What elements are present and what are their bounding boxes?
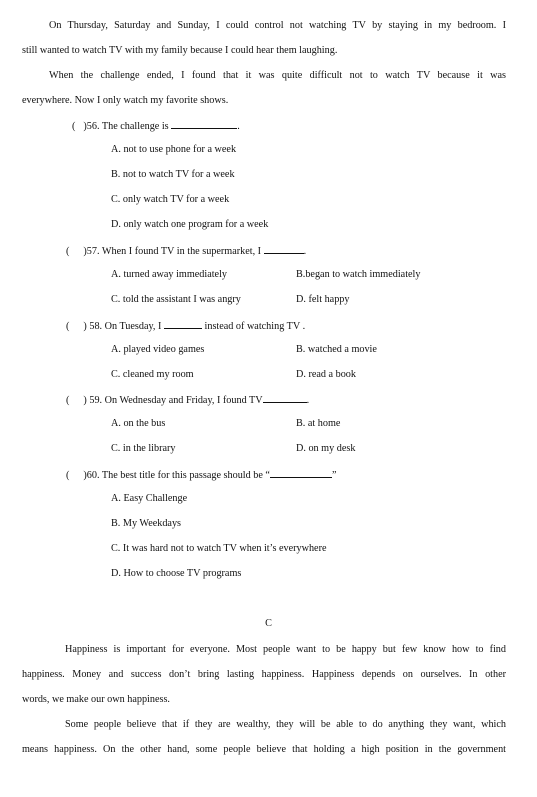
option-a: A. turned away immediately [111, 269, 227, 280]
option-d: D. read a book [296, 369, 356, 380]
answer-blank [171, 119, 237, 129]
answer-paren: ( [66, 246, 70, 257]
option-a: A. not to use phone for a week [111, 144, 237, 155]
question-stem-end: . [237, 121, 240, 132]
option-b: B.began to watch immediately [296, 269, 421, 280]
question-stem-end: instead of watching TV . [204, 321, 306, 332]
option-d: D. felt happy [296, 294, 350, 305]
answer-blank [264, 244, 304, 254]
answer-blank [263, 393, 307, 403]
option-b: B. watched a movie [296, 344, 377, 355]
answer-paren: ( [66, 395, 70, 406]
option-d: D. How to choose TV programs [111, 568, 242, 579]
option-a: A. on the bus [111, 418, 166, 429]
option-c: C. only watch TV for a week [111, 194, 230, 205]
question-stem-end: ” [331, 470, 337, 481]
question-stem: ) 58. On Tuesday, I [83, 321, 162, 332]
text-line: When the challenge ended, I found that it was quite difficult not to watch TV because it was [49, 70, 506, 81]
answer-paren: ( [66, 470, 70, 481]
question-stem: )60. The best title for this passage should be “ [83, 470, 270, 481]
question-stem-end: . [306, 395, 310, 406]
text-line: means happiness. On the other hand, some people believe that holding a high position in the government [22, 744, 506, 755]
option-c: C. cleaned my room [111, 369, 194, 380]
question-stem: )57. When I found TV in the supermarket, I [83, 246, 262, 257]
option-c: C. It was hard not to watch TV when it’s everywhere [111, 543, 327, 554]
passage-paragraph [22, 712, 506, 762]
text-line: everywhere. Now I only watch my favorite shows. [22, 95, 229, 106]
question-stem: ) 59. On Wednesday and Friday, I found TV [83, 395, 263, 406]
answer-paren: ( [72, 121, 76, 132]
text-line: still wanted to watch TV with my family because I could hear them laughing. [22, 45, 338, 56]
option-c: C. in the library [111, 443, 176, 454]
option-c: C. told the assistant I was angry [111, 294, 241, 305]
question-stem: )56. The challenge is [83, 121, 169, 132]
answer-blank [270, 468, 332, 478]
text-line: Happiness is important for everyone. Most people want to be happy but few know how to find [65, 644, 506, 655]
text-line: happiness. Money and success don’t bring lasting happiness. Happiness depends on ourselves. In other [22, 669, 506, 680]
answer-blank [164, 319, 202, 329]
option-a: A. played video games [111, 344, 205, 355]
text-line: Some people believe that if they are wealthy, they will be able to do anything they want, which [65, 719, 506, 730]
option-a: A. Easy Challenge [111, 493, 188, 504]
option-b: B. not to watch TV for a week [111, 169, 235, 180]
text-line: words, we make our own happiness. [22, 694, 170, 705]
text-line: On Thursday, Saturday and Sunday, I could control not watching TV by staying in my bedroom. I [49, 20, 506, 31]
option-d: D. only watch one program for a week [111, 219, 269, 230]
answer-paren: ( [66, 321, 70, 332]
passage-paragraph [22, 637, 506, 712]
question-stem-end: . [303, 246, 307, 257]
option-d: D. on my desk [296, 443, 356, 454]
section-heading: C [265, 618, 272, 629]
passage-paragraph [22, 63, 506, 113]
option-b: B. at home [296, 418, 341, 429]
passage-paragraph [22, 13, 506, 63]
option-b: B. My Weekdays [111, 518, 182, 529]
